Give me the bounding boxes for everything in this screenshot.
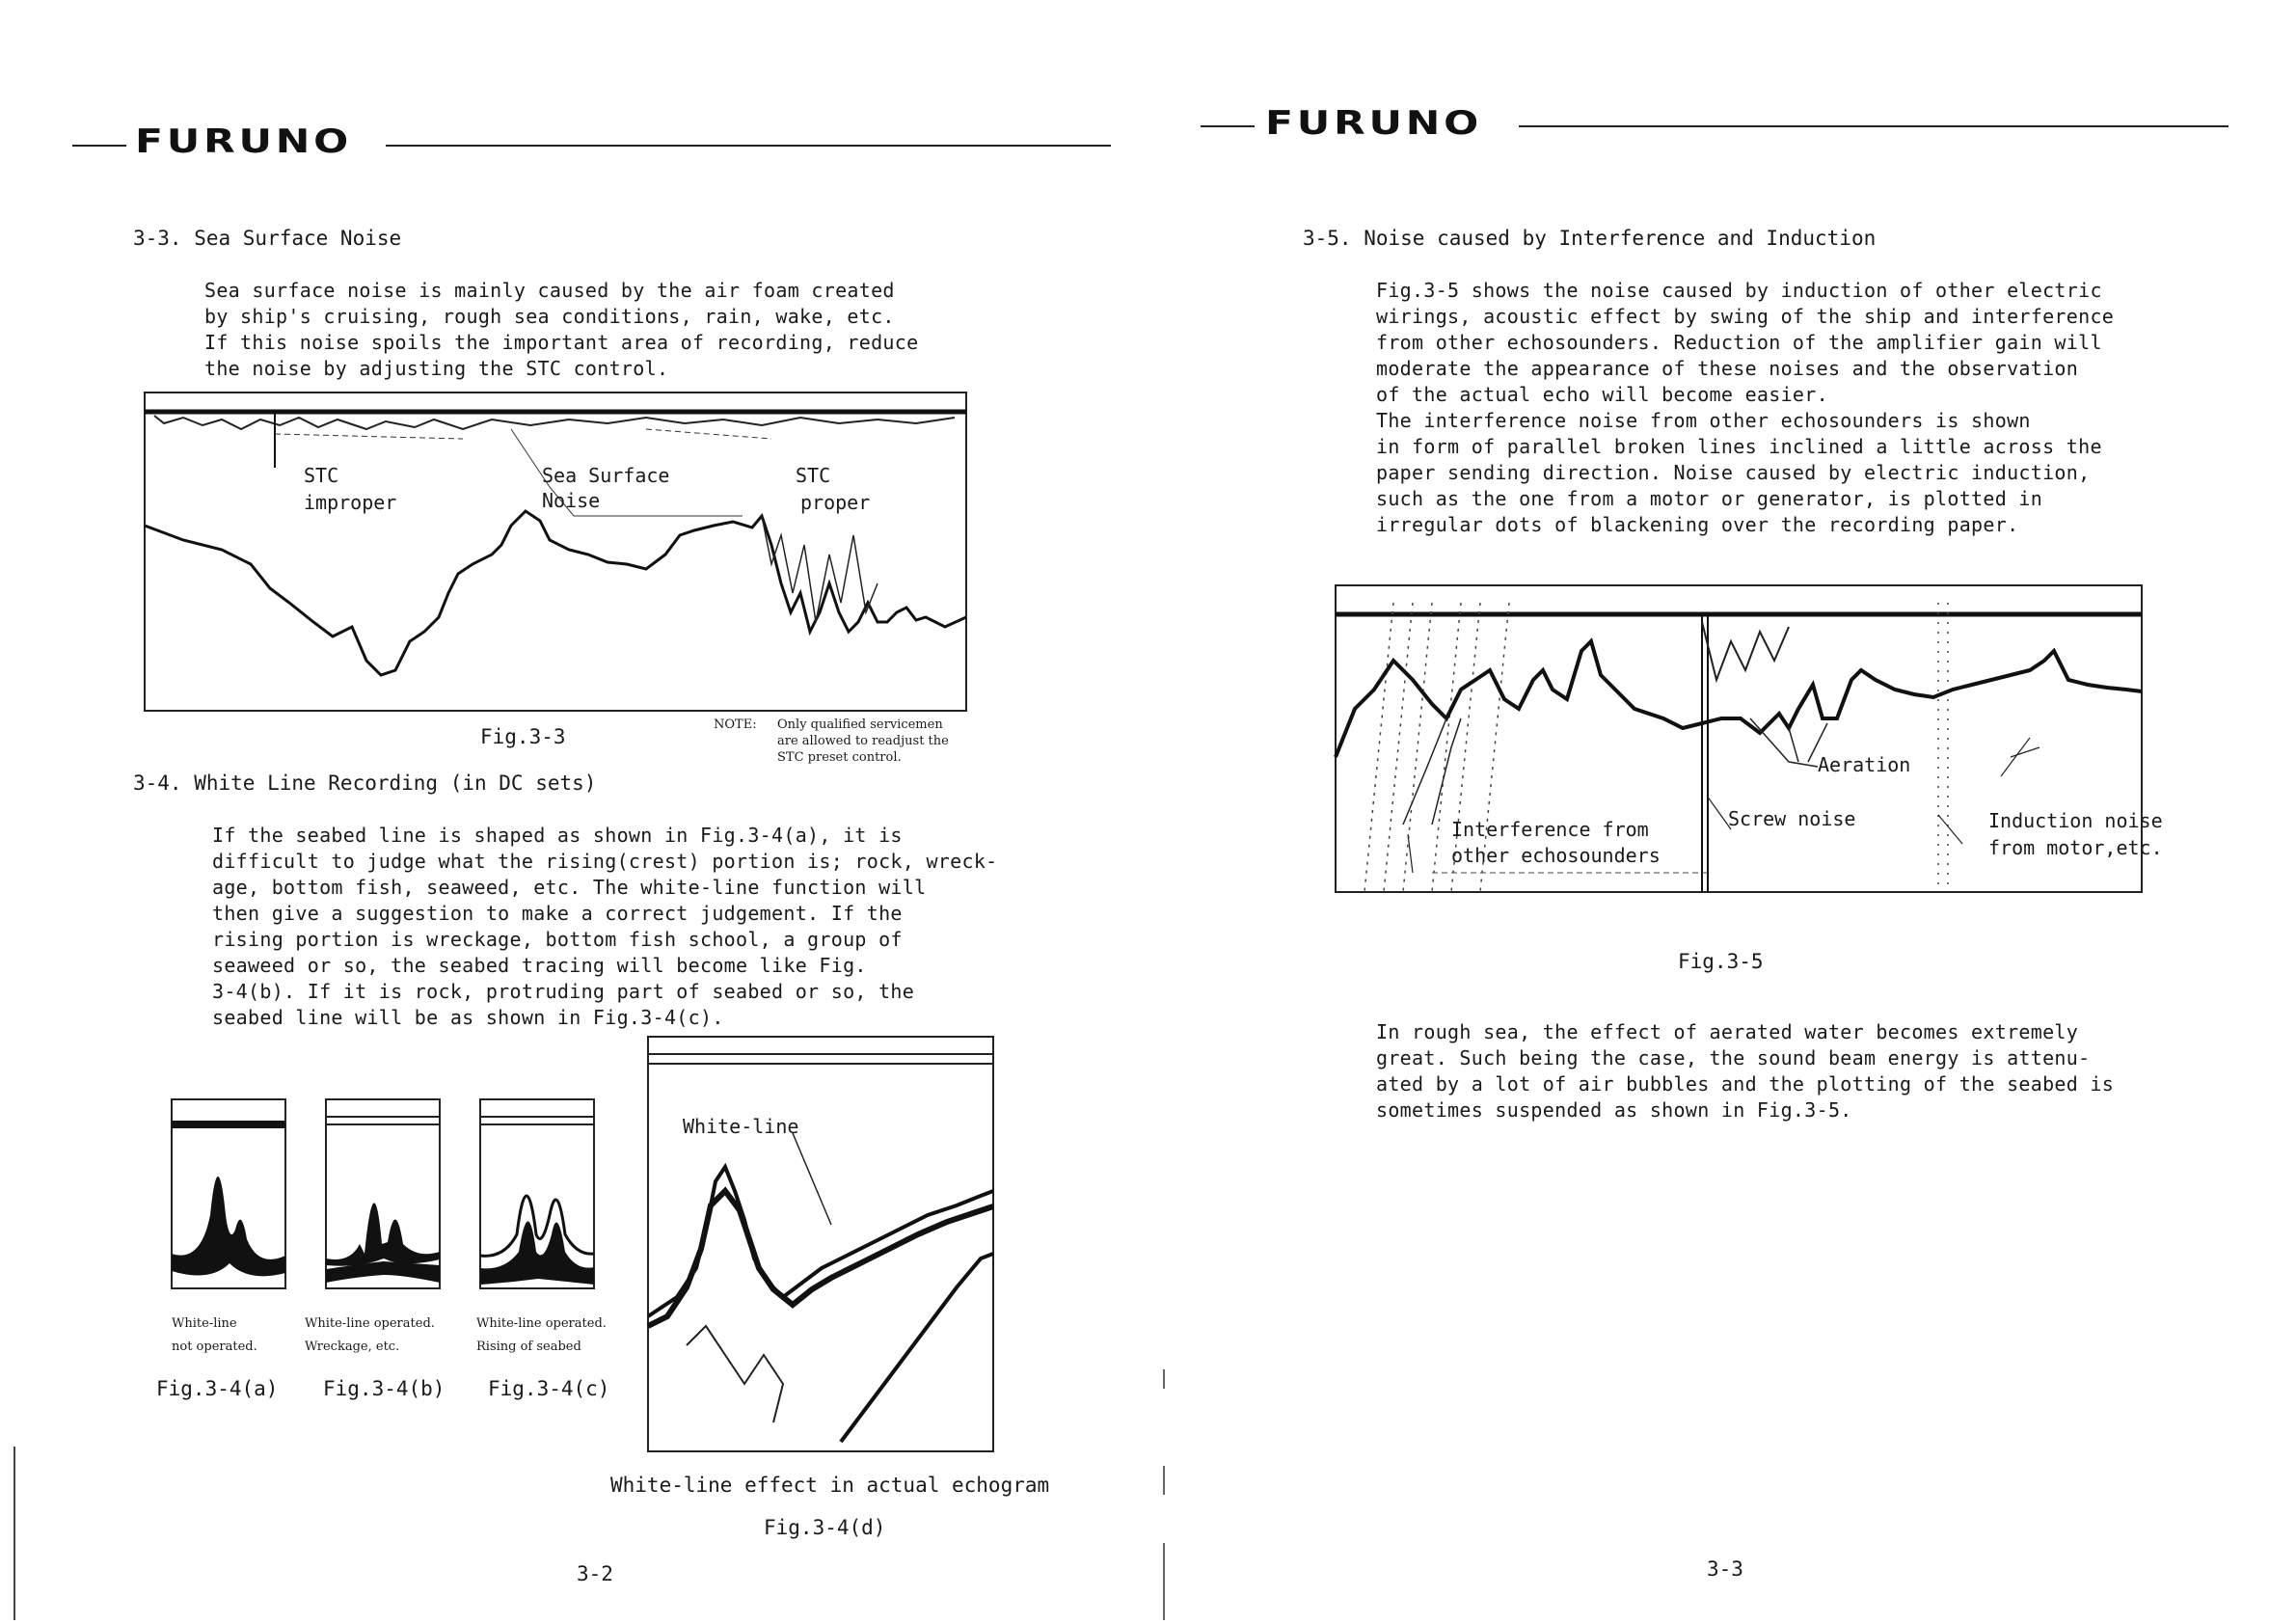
fig-3-4b-desc-2: Wreckage, etc. xyxy=(305,1340,400,1354)
section-3-3-heading: 3-3. Sea Surface Noise xyxy=(133,227,402,250)
fig-3-4d-echogram xyxy=(648,1037,997,1456)
body-line: age, bottom fish, seaweed, etc. The white-line function will xyxy=(212,876,927,899)
body-line: in form of parallel broken lines inclined a little across the xyxy=(1376,435,2102,458)
fig-3-4a-diagram xyxy=(172,1099,287,1292)
fig-3-4c-desc-2: Rising of seabed xyxy=(476,1340,581,1354)
body-line: Sea surface noise is mainly caused by the air foam created xyxy=(204,279,895,302)
sea-surface-label-2: Noise xyxy=(542,489,601,512)
note-line: Only qualified servicemen xyxy=(777,717,943,732)
section-3-5-body-2 xyxy=(1376,1019,2114,1123)
induction-label-1: Induction noise xyxy=(1988,809,2163,832)
body-line: seabed line will be as shown in Fig.3-4(c). xyxy=(212,1006,724,1029)
body-line: In rough sea, the effect of aerated water becomes extremely xyxy=(1376,1020,2079,1043)
body-line: seaweed or so, the seabed tracing will become like Fig. xyxy=(212,954,867,977)
body-line: ated by a lot of air bubbles and the plotting of the seabed is xyxy=(1376,1072,2115,1096)
body-line: 3-4(b). If it is rock, protruding part of seabed or so, the xyxy=(212,980,915,1003)
section-3-4-heading: 3-4. White Line Recording (in DC sets) xyxy=(133,771,597,795)
note-label: NOTE: xyxy=(714,717,757,732)
section-3-5-body xyxy=(1376,278,2114,538)
fig-3-4b-caption: Fig.3-4(b) xyxy=(323,1377,446,1400)
body-line: Fig.3-5 shows the noise caused by induction of other electric xyxy=(1376,279,2102,302)
furuno-logo: FURUNO xyxy=(135,122,352,161)
body-line: the noise by adjusting the STC control. xyxy=(204,357,669,380)
fig-3-4a-desc-2: not operated. xyxy=(172,1340,257,1354)
body-line: difficult to judge what the rising(crest) portion is; rock, wreck- xyxy=(212,850,998,873)
header-rule-left-long xyxy=(386,145,1111,147)
interference-label-2: other echosounders xyxy=(1451,844,1661,867)
note-text xyxy=(777,717,949,766)
fig-3-5-caption: Fig.3-5 xyxy=(1678,950,1764,973)
fig-3-4b-desc-1: White-line operated. xyxy=(305,1316,435,1331)
note-line: are allowed to readjust the xyxy=(777,734,949,748)
fig-3-4d-title: White-line effect in actual echogram xyxy=(610,1474,1050,1497)
fig-3-4a-caption: Fig.3-4(a) xyxy=(156,1377,279,1400)
margin-mark-left xyxy=(14,1447,15,1620)
fig-3-4d-caption: Fig.3-4(d) xyxy=(764,1516,886,1539)
screw-noise-label: Screw noise xyxy=(1728,807,1856,830)
body-line: from other echosounders. Reduction of the amplifier gain will xyxy=(1376,331,2102,354)
body-line: such as the one from a motor or generator, is plotted in xyxy=(1376,487,2043,510)
fig-3-4c-diagram xyxy=(480,1099,598,1292)
page-number-right: 3-3 xyxy=(1707,1557,1743,1581)
stc-improper-label-1: STC xyxy=(304,464,339,487)
fig-3-4c-desc-1: White-line operated. xyxy=(476,1316,607,1331)
header-rule-right-long xyxy=(1519,125,2228,127)
fig-3-3-caption: Fig.3-3 xyxy=(480,725,566,748)
body-line: rising portion is wreckage, bottom fish school, a group of xyxy=(212,928,903,951)
note-line: STC preset control. xyxy=(777,750,902,765)
body-line: by ship's cruising, rough sea conditions, rain, wake, etc. xyxy=(204,305,895,328)
stc-proper-label-1: STC xyxy=(796,464,831,487)
header-rule-right-short xyxy=(1201,125,1255,127)
body-line: If the seabed line is shaped as shown in Fig.3-4(a), it is xyxy=(212,824,903,847)
fig-3-4c-caption: Fig.3-4(c) xyxy=(488,1377,610,1400)
stc-proper-label-2: proper xyxy=(800,491,871,514)
body-line: of the actual echo will become easier. xyxy=(1376,383,1828,406)
page-number-left: 3-2 xyxy=(577,1562,613,1585)
section-3-5-heading: 3-5. Noise caused by Interference and Induction xyxy=(1303,227,1877,250)
body-line: moderate the appearance of these noises and the observation xyxy=(1376,357,2079,380)
sea-surface-label-1: Sea Surface xyxy=(542,464,670,487)
interference-label-1: Interference from xyxy=(1451,818,1649,841)
fig-3-4b-diagram xyxy=(326,1099,444,1292)
body-line: paper sending direction. Noise caused by electric induction, xyxy=(1376,461,2091,484)
furuno-logo: FURUNO xyxy=(1265,104,1482,143)
section-3-4-body xyxy=(212,823,998,1031)
body-line: irregular dots of blackening over the recording paper. xyxy=(1376,513,2019,536)
body-line: great. Such being the case, the sound beam energy is attenu- xyxy=(1376,1046,2091,1069)
section-3-3-body xyxy=(204,278,918,382)
body-line: wirings, acoustic effect by swing of the ship and interference xyxy=(1376,305,2115,328)
fig-3-4a-desc-1: White-line xyxy=(172,1316,237,1331)
right-page xyxy=(1157,0,2296,1624)
body-line: then give a suggestion to make a correct judgement. If the xyxy=(212,902,903,925)
induction-label-2: from motor,etc. xyxy=(1988,836,2163,859)
body-line: sometimes suspended as shown in Fig.3-5. xyxy=(1376,1098,1852,1122)
aeration-label: Aeration xyxy=(1818,753,1911,776)
header-rule-left-short xyxy=(72,145,126,147)
white-line-label: White-line xyxy=(683,1115,799,1138)
body-line: If this noise spoils the important area of recording, reduce xyxy=(204,331,919,354)
stc-improper-label-2: improper xyxy=(304,491,397,514)
body-line: The interference noise from other echosounders is shown xyxy=(1376,409,2031,432)
fig-3-3-echogram xyxy=(145,391,969,718)
